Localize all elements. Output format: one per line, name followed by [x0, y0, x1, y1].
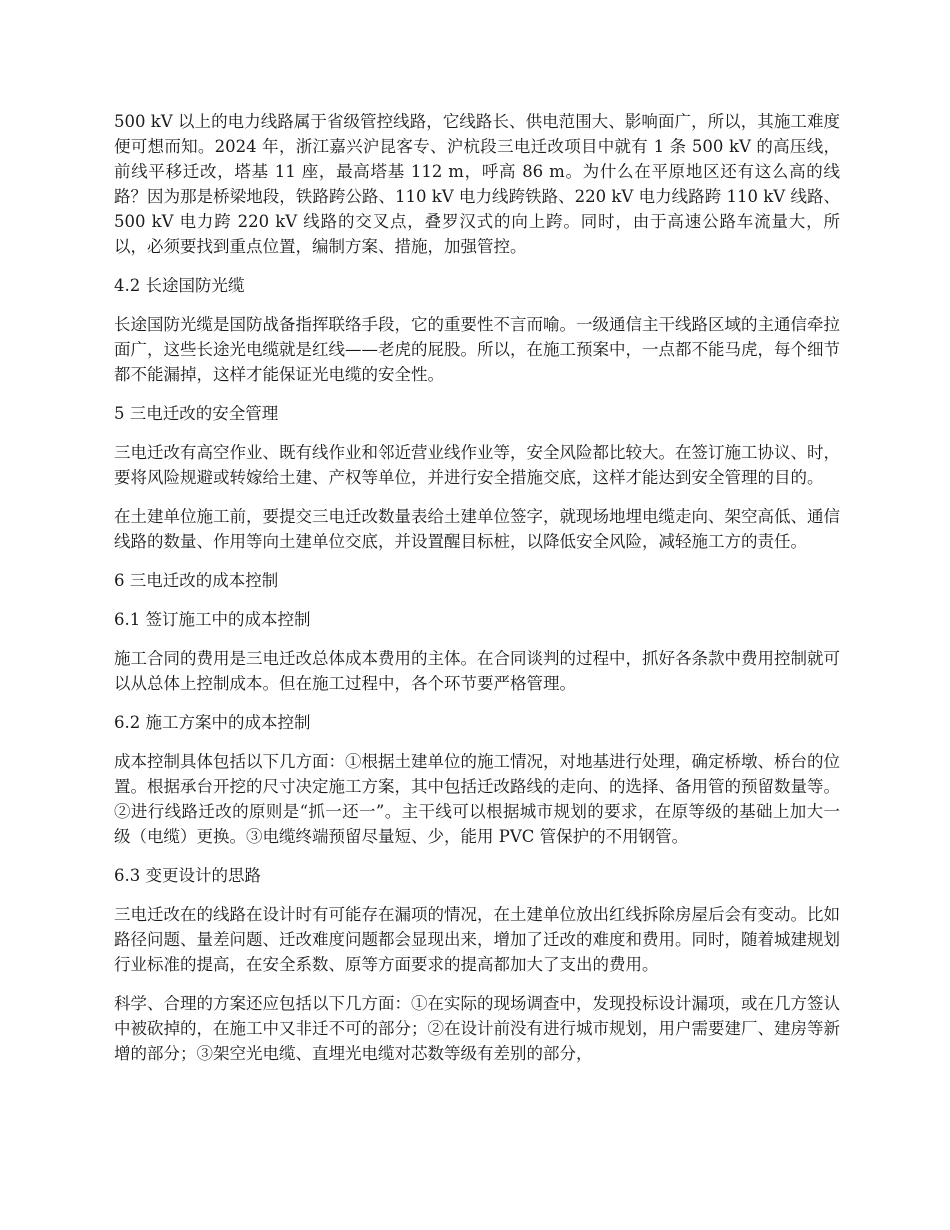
subsection-heading: 6.3 变更设计的思路 [114, 866, 261, 885]
section-heading: 5 三电迁改的安全管理 [114, 404, 279, 423]
paragraph: 500 kV 以上的电力线路属于省级管控线路，它线路长、供电范围大、影响面广，所以，其施工难度便可想而知。2024 年，浙江嘉兴沪昆客专、沪杭段三电迁改项目中就有 1 条 500 kV 的高压线，前线平移迁改，塔基 11 座，最高塔基 112 m，呼高 86 m。为什么在平原地区还有这么高的线路？因为那是桥梁地段，铁路跨公路、110 kV 电力线跨铁路、220 kV 电力线路跨 110 kV 线路、500 kV 电力跨 220 kV 线路的交叉点，叠罗汉式的向上跨。同时，由于高速公路车流量大，所以，必须要找到重点位置，编制方案、措施，加强管控。 [114, 112, 840, 256]
subsection-heading: 6.1 签订施工中的成本控制 [114, 610, 311, 629]
paragraph: 长途国防光缆是国防战备指挥联络手段，它的重要性不言而喻。一级通信主干线路区域的主通信牵拉面广，这些长途光电缆就是红线——老虎的屁股。所以，在施工预案中，一点都不能马虎，每个细节都不能漏掉，这样才能保证光电缆的安全性。 [114, 315, 840, 384]
paragraph: 三电迁改有高空作业、既有线作业和邻近营业线作业等，安全风险都比较大。在签订施工协议、时，要将风险规避或转嫁给土建、产权等单位，并进行安全措施交底，这样才能达到安全管理的目的。 [114, 443, 840, 487]
document-page [114, 0, 840, 1080]
paragraph: 科学、合理的方案还应包括以下几方面：①在实际的现场调查中，发现投标设计漏项，或在几方签认中被砍掉的，在施工中又非迁不可的部分；②在设计前没有进行城市规划，用户需要建厂、建房等新增的部分；③架空光电缆、直埋光电缆对芯数等级有差别的部分， [114, 994, 840, 1063]
section-heading: 4.2 长途国防光缆 [114, 276, 245, 295]
paragraph: 三电迁改在的线路在设计时有可能存在漏项的情况，在土建单位放出红线拆除房屋后会有变动。比如路径问题、量差问题、迁改难度问题都会显现出来，增加了迁改的难度和费用。同时，随着城建规划行业标准的提高，在安全系数、原等方面要求的提高都加大了支出的费用。 [114, 905, 840, 974]
paragraph: 施工合同的费用是三电迁改总体成本费用的主体。在合同谈判的过程中，抓好各条款中费用控制就可以从总体上控制成本。但在施工过程中，各个环节要严格管理。 [114, 649, 840, 693]
section-heading: 6 三电迁改的成本控制 [114, 571, 279, 590]
paragraph: 在土建单位施工前，要提交三电迁改数量表给土建单位签字，就现场地埋电缆走向、架空高低、通信线路的数量、作用等向土建单位交底，并设置醒目标桩，以降低安全风险，减轻施工方的责任。 [114, 507, 840, 551]
subsection-heading: 6.2 施工方案中的成本控制 [114, 713, 311, 732]
paragraph: 成本控制具体包括以下几方面：①根据土建单位的施工情况，对地基进行处理，确定桥墩、桥台的位置。根据承台开挖的尺寸决定施工方案，其中包括迁改路线的走向、的选择、备用管的预留数量等。②进行线路迁改的原则是“抓一还一”。主干线可以根据城市规划的要求，在原等级的基础上加大一级（电缆）更换。③电缆终端预留尽量短、少，能用 PVC 管保护的不用钢管。 [114, 752, 840, 846]
